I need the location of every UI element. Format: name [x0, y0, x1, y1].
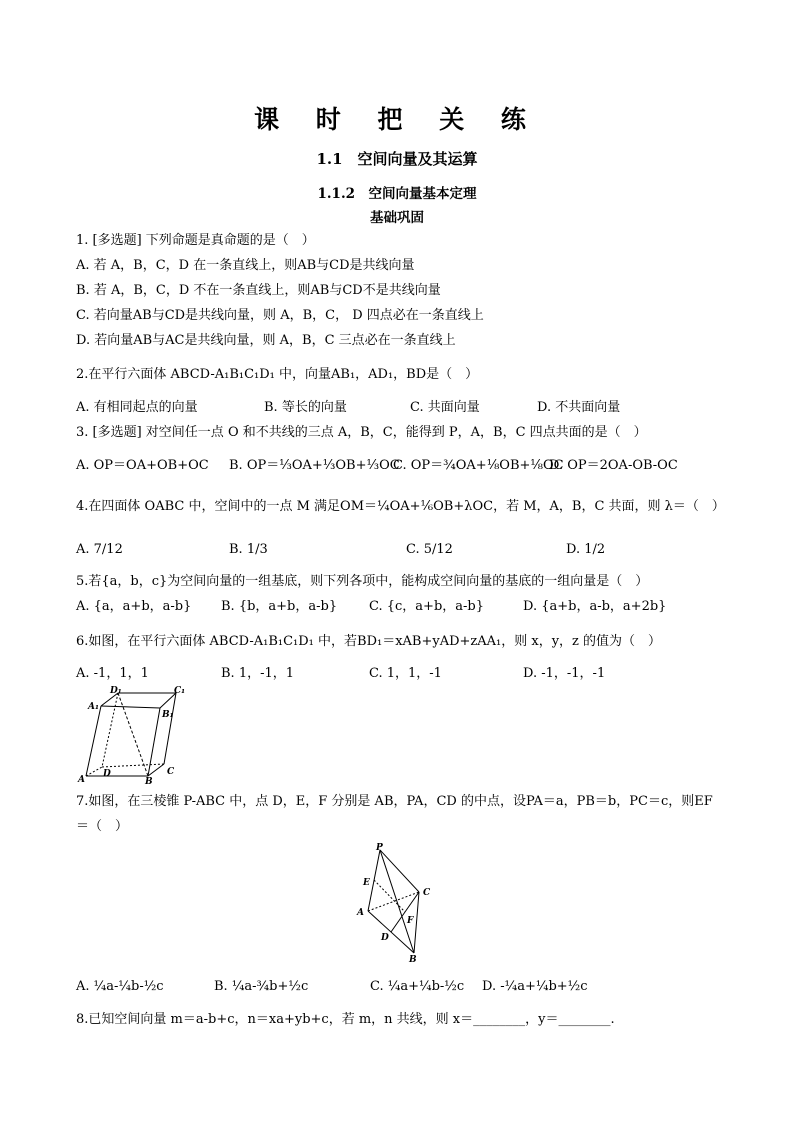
question-5-stem: 5.若{a，b，c}为空间向量的一组基底，则下列各项中，能构成空间向量的基底的一组向量是（ ） [76, 574, 649, 589]
question-7-option-d: D. -¼a+¼b+½c [482, 979, 588, 994]
label-b1: B₁ [162, 710, 174, 720]
question-2-option-c: C. 共面向量 [410, 400, 480, 415]
label-c: C [423, 888, 431, 898]
question-4-option-a: A. 7/12 [76, 542, 123, 557]
part-heading: 基础巩固 [370, 210, 424, 226]
question-6-stem: 6.如图，在平行六面体 ABCD-A₁B₁C₁D₁ 中，若BD₁＝xAB+yAD+zAA₁，则 x，y，z 的值为（ ） [76, 634, 662, 649]
label-b: B [409, 955, 417, 962]
question-7-option-b: B. ¼a-¾b+½c [214, 979, 309, 994]
label-d: D [103, 769, 111, 779]
question-3-stem: 3. [多选题] 对空间任一点 O 和不共线的三点 A，B，C，能得到 P，A，B，C 四点共面的是（ ） [76, 425, 647, 440]
question-5-option-d: D. {a+b，a-b，a+2b} [523, 599, 667, 614]
question-6-option-c: C. 1，1，-1 [369, 666, 442, 681]
question-8-stem: 8.已知空间向量 m＝a-b+c，n＝xa+yb+c，若 m，n 共线，则 x＝________，y＝________. [76, 1012, 615, 1027]
label-f: F [407, 916, 414, 926]
pyramid-figure [352, 840, 444, 962]
page-title: 课 时 把 关 练 [254, 105, 540, 134]
question-6-option-d: D. -1，-1，-1 [523, 666, 606, 681]
label-c1: C₁ [174, 686, 186, 696]
label-b: B [145, 777, 153, 784]
question-1-option-b: B. 若 A，B，C，D 不在一条直线上，则AB与CD不是共线向量 [76, 283, 441, 298]
question-3-option-c: C. OP＝¾OA+⅛OB+⅛OC [393, 458, 564, 473]
question-7-option-c: C. ¼a+¼b-½c [370, 979, 465, 994]
question-5-option-b: B. {b，a+b，a-b} [221, 599, 338, 614]
label-a: A [357, 908, 364, 918]
question-7-stem: 7.如图，在三棱锥 P-ABC 中，点 D，E，F 分别是 AB，PA，CD 的中点，设PA＝a，PB＝b，PC＝c，则EF [76, 794, 713, 809]
question-4-option-b: B. 1/3 [229, 542, 268, 557]
subsection-heading: 1.1.2 空间向量基本定理 [317, 186, 477, 202]
label-a1: A₁ [88, 702, 99, 712]
question-7-option-a: A. ¼a-¼b-½c [76, 979, 164, 994]
question-7-stem-continued: ＝（ ） [76, 819, 129, 834]
label-a: A [78, 775, 85, 784]
label-p: P [376, 843, 383, 853]
question-6-option-a: A. -1，1，1 [76, 666, 149, 681]
label-d: D [381, 933, 389, 943]
question-6-option-b: B. 1，-1，1 [221, 666, 295, 681]
section-heading: 1.1 空间向量及其运算 [316, 150, 478, 168]
question-1-option-c: C. 若向量AB与CD是共线向量，则 A，B，C， D 四点必在一条直线上 [76, 308, 484, 323]
question-4-option-c: C. 5/12 [406, 542, 453, 557]
question-5-option-a: A. {a，a+b，a-b} [76, 599, 192, 614]
question-2-stem: 2.在平行六面体 ABCD-A₁B₁C₁D₁ 中，向量AB₁，AD₁，BD是（ ） [76, 367, 479, 382]
question-2-option-d: D. 不共面向量 [537, 400, 621, 415]
question-2-option-b: B. 等长的向量 [264, 400, 347, 415]
question-5-option-c: C. {c，a+b，a-b} [369, 599, 485, 614]
label-d1: D₁ [110, 686, 122, 696]
question-3-option-d: D. OP＝2OA-OB-OC [549, 458, 678, 473]
question-3-option-a: A. OP＝OA+OB+OC [76, 458, 209, 473]
question-1-option-a: A. 若 A，B，C，D 在一条直线上，则AB与CD是共线向量 [76, 258, 415, 273]
parallelepiped-figure [74, 684, 194, 784]
question-3-option-b: B. OP＝⅓OA+⅓OB+⅓OC [229, 458, 400, 473]
question-1-option-d: D. 若向量AB与AC是共线向量，则 A，B，C 三点必在一条直线上 [76, 333, 456, 348]
label-e: E [363, 878, 370, 888]
question-4-stem: 4.在四面体 OABC 中，空间中的一点 M 满足OM＝¼OA+⅙OB+λOC，若 M，A，B，C 共面，则 λ＝（ ） [76, 499, 725, 514]
question-1-stem: 1. [多选题] 下列命题是真命题的是（ ） [76, 233, 315, 248]
question-2-option-a: A. 有相同起点的向量 [76, 400, 198, 415]
question-4-option-d: D. 1/2 [566, 542, 606, 557]
label-c: C [167, 767, 175, 777]
